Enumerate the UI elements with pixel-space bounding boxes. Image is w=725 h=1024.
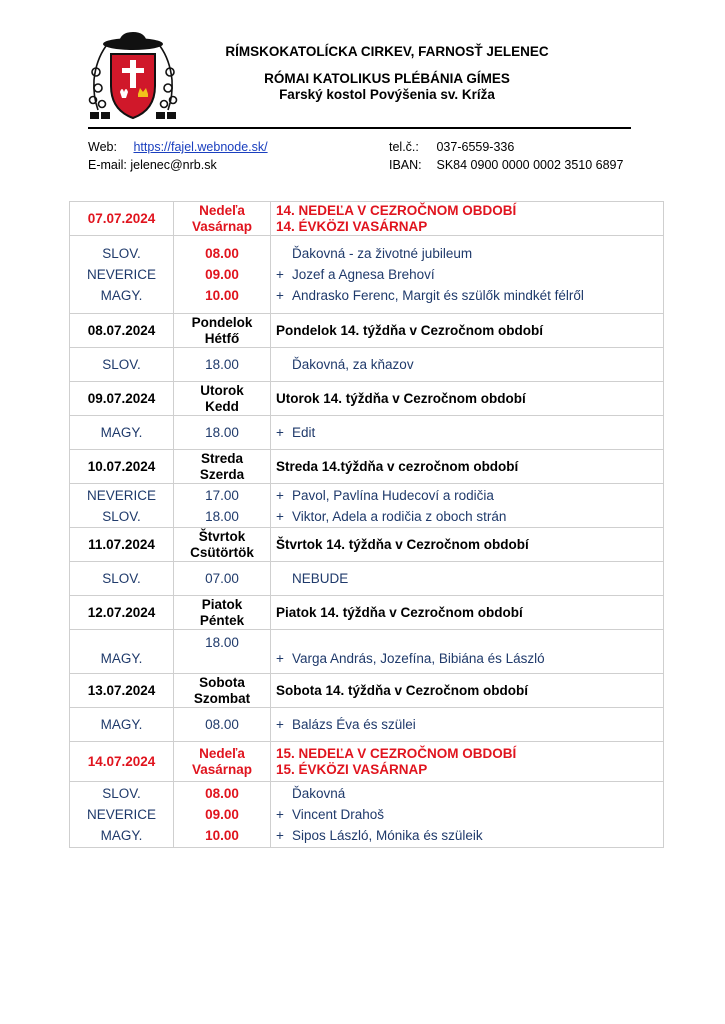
mass-times-cell [174,630,271,674]
mass-place: SLOV. [102,786,141,801]
day-row [70,314,664,348]
day-date: 08.07.2024 [70,314,174,348]
mass-place: NEVERICE [86,267,157,282]
day-title [271,528,664,562]
day-title-sk: Štvrtok 14. týždňa v Cezročnom období [276,536,529,552]
intention-text: Jozef a Agnesa Brehoví [292,267,435,282]
web-row [88,140,268,154]
header-divider [88,127,631,129]
mass-row [70,708,664,742]
intention-text: Ďakovná, za kňazov [292,357,414,372]
intention-text: Edit [292,425,316,440]
intention-text: Pavol, Pavlína Hudecoví a rodičia [292,487,494,503]
mass-times-cell [174,416,271,450]
day-title-sk: Sobota 14. týždňa v Cezročnom období [276,682,529,698]
mass-schedule-table [69,201,664,848]
mass-place: SLOV. [102,508,141,524]
day-row [70,382,664,416]
mass-times-cell [174,348,271,382]
day-date: 12.07.2024 [70,596,174,630]
intention-sign: + [276,425,284,440]
day-name-sk: Pondelok [191,314,253,330]
day-date: 11.07.2024 [70,528,174,562]
mass-place: SLOV. [102,357,141,372]
mass-intentions-cell [271,236,664,314]
mass-intention [276,783,663,804]
intention-sign: + [276,807,284,822]
mass-row [70,630,664,674]
mass-times-cell [174,782,271,848]
day-name-hu: Csütörtök [190,544,254,560]
mass-intentions-cell [271,782,664,848]
mass-time: 08.00 [205,246,239,261]
day-name [174,674,271,708]
mass-intention [276,485,663,506]
day-row [70,674,664,708]
mass-time: 10.00 [205,828,239,843]
web-label: Web: [88,140,117,154]
mass-row [70,484,664,528]
day-title-sk: Streda 14.týždňa v cezročnom období [276,458,519,474]
day-title-sk: 15. NEDEĽA V CEZROČNOM OBDOBÍ [276,745,517,761]
day-title [271,314,664,348]
day-name-hu: Hétfő [204,330,240,346]
day-title-hu: 14. ÉVKÖZI VASÁRNAP [276,218,428,234]
day-row [70,742,664,782]
header-line-2: RÓMAI KATOLIKUS PLÉBÁNIA GÍMES [264,71,510,86]
mass-places-cell [70,708,174,742]
day-name [174,596,271,630]
day-name-hu: Szombat [193,690,251,706]
mass-place: NEVERICE [86,807,157,822]
day-name-sk: Utorok [200,382,244,398]
mass-place: NEVERICE [86,487,157,503]
day-title-sk: Utorok 14. týždňa v Cezročnom období [276,390,526,406]
day-name-sk: Štvrtok [198,528,246,544]
day-date: 07.07.2024 [70,202,174,236]
intention-text: Balázs Éva és szülei [292,717,416,732]
day-name [174,314,271,348]
intention-sign: + [276,651,284,666]
intention-sign: + [276,267,284,282]
mass-intention [276,825,663,846]
day-title-sk: Piatok 14. týždňa v Cezročnom období [276,604,523,620]
intention-text: Varga András, Jozefína, Bibiána és László [292,651,545,666]
day-name-hu: Péntek [199,612,245,628]
iban-value: SK84 0900 0000 0002 3510 6897 [436,158,624,172]
mass-time: 18.00 [205,508,239,524]
intention-sign: + [276,508,284,524]
day-row [70,596,664,630]
intention-sign: + [276,717,284,732]
day-name [174,742,271,782]
iban-label: IBAN: [389,158,422,172]
mass-place: MAGY. [100,425,143,440]
day-name [174,528,271,562]
mass-time: 17.00 [205,487,239,503]
header-line-1: RÍMSKOKATOLÍCKA CIRKEV, FARNOSŤ JELENEC [225,44,549,59]
day-row [70,528,664,562]
mass-intentions-cell [271,708,664,742]
day-name-sk: Nedeľa [199,202,245,218]
day-row [70,202,664,236]
tel-value: 037-6559-336 [436,140,515,154]
web-link[interactable]: https://fajel.webnode.sk/ [133,140,268,154]
mass-times-cell [174,708,271,742]
mass-places-cell [70,348,174,382]
mass-place: MAGY. [100,288,143,303]
mass-intention [276,714,663,735]
mass-row [70,348,664,382]
day-name-hu: Vasárnap [191,761,253,777]
day-date: 14.07.2024 [70,742,174,782]
mass-time: 09.00 [205,267,239,282]
mass-time: 07.00 [205,571,239,586]
mass-intention [276,422,663,443]
mass-intention [276,648,663,669]
mass-place: SLOV. [102,571,141,586]
mass-row [70,236,664,314]
day-name-sk: Nedeľa [199,745,245,761]
mass-row [70,562,664,596]
mass-place: MAGY. [100,717,143,732]
intention-text: Sipos László, Mónika és szüleik [292,828,483,843]
intention-sign: + [276,288,284,303]
mass-time: 08.00 [205,786,239,801]
intention-text: Ďakovná - za životné jubileum [292,246,473,261]
mass-intentions-cell [271,562,664,596]
day-name [174,450,271,484]
mass-intentions-cell [271,416,664,450]
day-title-hu: 15. ÉVKÖZI VASÁRNAP [276,761,428,777]
intention-text: Vincent Drahoš [292,807,385,822]
iban-row [389,158,623,172]
mass-intention [276,354,663,375]
mass-place: MAGY. [100,651,143,666]
letterhead [0,0,725,200]
mass-row [70,416,664,450]
day-title-sk: Pondelok 14. týždňa v Cezročnom období [276,322,544,338]
mass-intention [276,568,663,589]
day-name-sk: Piatok [201,596,243,612]
day-title [271,450,664,484]
day-name-hu: Vasárnap [191,218,253,234]
day-name-sk: Streda [200,450,244,466]
day-title [271,202,664,236]
parish-coat-of-arms-icon [84,30,182,122]
day-name-sk: Sobota [199,674,245,690]
mass-time: 10.00 [205,288,239,303]
mass-places-cell [70,416,174,450]
tel-row [389,140,514,154]
intention-text: Andrasko Ferenc, Margit és szülők mindkét félről [292,288,584,303]
mass-intention [276,285,663,306]
mass-intention [276,243,663,264]
mass-times-cell [174,484,271,528]
day-name-hu: Szerda [199,466,245,482]
day-name [174,382,271,416]
day-date: 10.07.2024 [70,450,174,484]
day-title [271,742,664,782]
day-title-sk: 14. NEDEĽA V CEZROČNOM OBDOBÍ [276,202,517,218]
mass-intentions-cell [271,484,664,528]
mass-time: 18.00 [205,357,239,372]
email-text: E-mail: jelenec@nrb.sk [88,158,217,172]
intention-sign: + [276,828,284,843]
mass-places-cell [70,562,174,596]
mass-intentions-cell [271,348,664,382]
mass-row [70,782,664,848]
day-title [271,596,664,630]
intention-text: NEBUDE [292,571,349,586]
mass-places-cell [70,484,174,528]
intention-sign: + [276,487,284,503]
day-name [174,202,271,236]
mass-times-cell [174,562,271,596]
mass-time: 09.00 [205,807,239,822]
mass-intention [276,804,663,825]
intention-text: Ďakovná [292,786,346,801]
mass-places-cell [70,236,174,314]
mass-intention [276,264,663,285]
mass-intention [276,506,663,527]
intention-text: Viktor, Adela a rodičia z oboch strán [292,508,507,524]
tel-label: tel.č.: [389,140,419,154]
mass-intentions-cell [271,630,664,674]
day-title [271,382,664,416]
mass-time: 18.00 [205,425,239,440]
header-line-3: Farský kostol Povýšenia sv. Kríža [279,87,495,102]
day-date: 09.07.2024 [70,382,174,416]
mass-times-cell [174,236,271,314]
mass-time: 18.00 [205,635,239,650]
day-name-hu: Kedd [205,398,239,414]
day-row [70,450,664,484]
mass-time: 08.00 [205,717,239,732]
day-date: 13.07.2024 [70,674,174,708]
mass-place: MAGY. [100,828,143,843]
day-title [271,674,664,708]
mass-places-cell [70,782,174,848]
mass-places-cell [70,630,174,674]
mass-place: SLOV. [102,246,141,261]
